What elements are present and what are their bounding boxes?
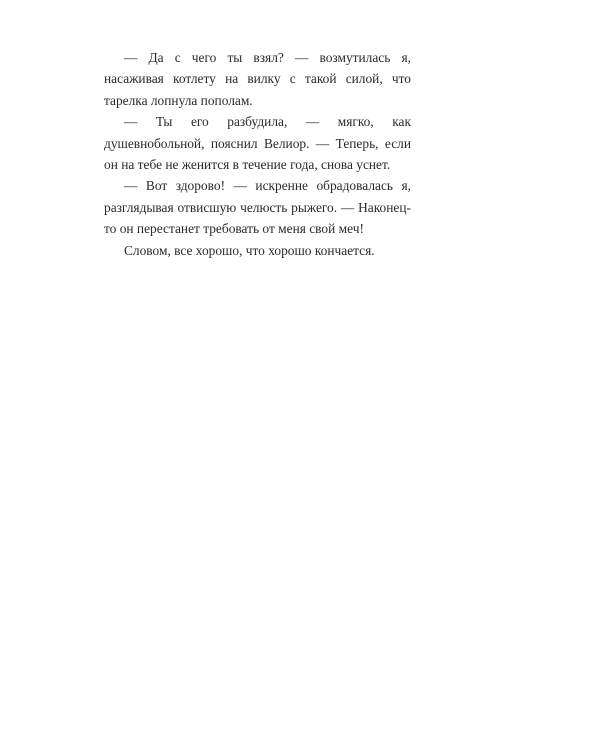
body-text (104, 47, 411, 261)
paragraph-4: Словом, все хорошо, что хорошо кончается. (124, 242, 375, 258)
paragraph-3: — Вот здорово! — искренне обрадовалась я, разглядывая отвисшую челюсть рыжего. — Наконец-то он перестанет требовать от меня свой меч! (104, 178, 411, 237)
paragraph-2: — Ты его разбудила, — мягко, как душевнобольной, пояснил Велиор. — Теперь, если он на тебе не женится в течение года, снова уснет. (104, 114, 411, 173)
paragraph-1: — Да с чего ты взял? — возмутилась я, насаживая котлету на вилку с такой силой, что тарелка лопнула пополам. (104, 50, 411, 108)
